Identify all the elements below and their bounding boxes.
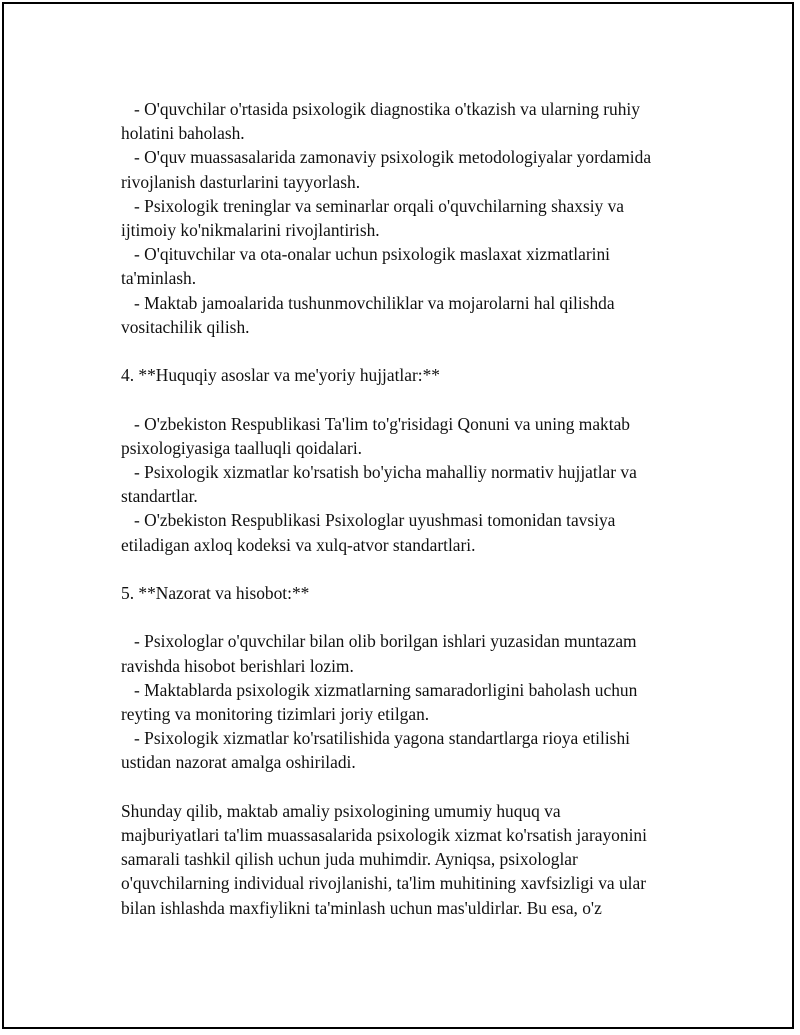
text-line: ta'minlash.	[121, 268, 197, 289]
text-line: o'quvchilarning individual rivojlanishi, ta'lim muhitining xavfsizligi va ular	[121, 873, 647, 894]
page-frame	[2, 2, 794, 1029]
section4-bullet-list	[121, 412, 691, 557]
text-line: ustidan nazorat amalga oshiriladi.	[121, 752, 356, 773]
text-line: vositachilik qilish.	[121, 316, 250, 337]
text-line: etiladigan axloq kodeksi va xulq-atvor standartlari.	[121, 534, 476, 555]
section3-bullet-list	[121, 97, 691, 339]
section5-bullet-list	[121, 629, 691, 774]
list-item	[121, 460, 691, 508]
list-item	[121, 242, 691, 290]
text-line: ravishda hisobot berishlari lozim.	[121, 655, 354, 676]
list-item	[121, 97, 691, 145]
list-item	[121, 194, 691, 242]
text-line: - O'zbekiston Respublikasi Ta'lim to'g'risidagi Qonuni va uning maktab	[121, 413, 630, 434]
text-line: Shunday qilib, maktab amaliy psixologining umumiy huquq va	[121, 800, 561, 821]
text-line: psixologiyasiga taalluqli qoidalari.	[121, 437, 363, 458]
text-line: - O'quvchilar o'rtasida psixologik diagnostika o'tkazish va ularning ruhiy	[121, 99, 640, 119]
list-item	[121, 145, 691, 193]
text-line: - Psixologik xizmatlar ko'rsatish bo'yicha mahalliy normativ hujjatlar va	[121, 462, 637, 483]
list-item	[121, 291, 691, 339]
text-line: - O'zbekiston Respublikasi Psixologlar uyushmasi tomonidan tavsiya	[121, 510, 616, 531]
text-line: rivojlanish dasturlarini tayyorlash.	[121, 171, 361, 192]
text-line: - Psixologik treninglar va seminarlar orqali o'quvchilarning shaxsiy va	[121, 195, 625, 216]
section5-heading: 5. **Nazorat va hisobot:**	[121, 583, 310, 604]
text-line: - Maktablarda psixologik xizmatlarning samaradorligini baholash uchun	[121, 679, 638, 700]
text-line: - Maktab jamoalarida tushunmovchiliklar va mojarolarni hal qilishda	[121, 292, 615, 313]
blank-line	[121, 387, 691, 411]
document-text	[121, 97, 691, 920]
blank-line	[121, 339, 691, 363]
list-item	[121, 726, 691, 774]
list-item	[121, 508, 691, 556]
blank-line	[121, 557, 691, 581]
list-item	[121, 678, 691, 726]
text-line: reyting va monitoring tizimlari joriy etilgan.	[121, 704, 430, 725]
text-line: standartlar.	[121, 486, 198, 507]
conclusion-paragraph	[121, 799, 691, 920]
text-line: - O'qituvchilar va ota-onalar uchun psixologik maslaxat xizmatlarini	[121, 244, 610, 265]
section4-heading: 4. **Huquqiy asoslar va me'yoriy hujjatlar:**	[121, 365, 441, 386]
text-line: - Psixologlar o'quvchilar bilan olib borilgan ishlari yuzasidan muntazam	[121, 631, 637, 652]
blank-line	[121, 775, 691, 799]
text-line: bilan ishlashda maxfiylikni ta'minlash uchun mas'uldirlar. Bu esa, o'z	[121, 897, 602, 918]
list-item	[121, 412, 691, 460]
text-line: samarali tashkil qilish uchun juda muhimdir. Ayniqsa, psixologlar	[121, 849, 578, 870]
text-line: ijtimoiy ko'nikmalarini rivojlantirish.	[121, 220, 380, 241]
list-item	[121, 629, 691, 677]
text-line: - Psixologik xizmatlar ko'rsatilishida yagona standartlarga rioya etilishi	[121, 728, 630, 749]
blank-line	[121, 605, 691, 629]
text-line: majburiyatlari ta'lim muassasalarida psixologik xizmat ko'rsatish jarayonini	[121, 825, 647, 846]
text-line: - O'quv muassasalarida zamonaviy psixologik metodologiyalar yordamida	[121, 147, 652, 168]
text-line: holatini baholash.	[121, 123, 245, 144]
